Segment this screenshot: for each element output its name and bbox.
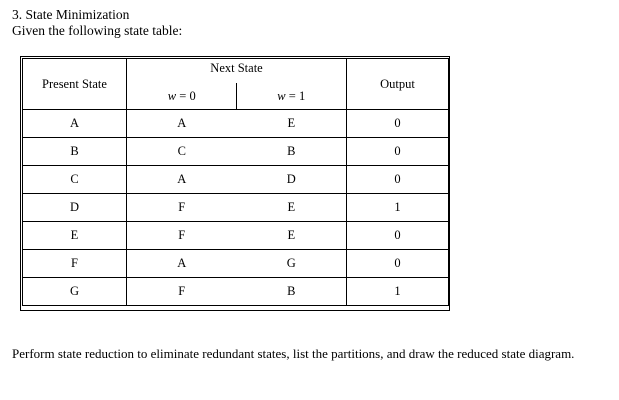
cell-next-w0: F <box>127 222 237 250</box>
question-intro: Given the following state table: <box>12 23 183 38</box>
table-row <box>23 222 449 250</box>
cell-next-w1: D <box>237 166 347 194</box>
cell-next-w1: G <box>237 250 347 278</box>
cell-next-w1: E <box>237 222 347 250</box>
cell-next-w0: F <box>127 278 237 306</box>
cell-output: 0 <box>347 222 449 250</box>
question-title: 3. State Minimization <box>12 7 130 22</box>
table-row <box>23 194 449 222</box>
header-w0-var: w <box>167 88 177 103</box>
cell-output: 0 <box>347 166 449 194</box>
cell-next-w0: F <box>127 194 237 222</box>
cell-next-w1: E <box>237 110 347 138</box>
cell-output: 1 <box>347 194 449 222</box>
cell-present: A <box>23 110 127 138</box>
cell-next-w1: B <box>237 278 347 306</box>
cell-next-w0: A <box>127 166 237 194</box>
cell-next-w0: A <box>127 110 237 138</box>
header-present-state: Present State <box>23 59 127 110</box>
cell-present: B <box>23 138 127 166</box>
header-w0-eq: = 0 <box>176 88 196 103</box>
cell-output: 0 <box>347 110 449 138</box>
cell-present: F <box>23 250 127 278</box>
table-row <box>23 166 449 194</box>
header-next-state: Next State <box>127 59 347 84</box>
table-row <box>23 278 449 306</box>
cell-output: 1 <box>347 278 449 306</box>
question-instruction: Perform state reduction to eliminate redundant states, list the partitions, and draw the reduced state diagram. <box>12 346 575 361</box>
cell-present: C <box>23 166 127 194</box>
next-state-subheader-divider <box>236 83 237 109</box>
table-row <box>23 138 449 166</box>
cell-present: G <box>23 278 127 306</box>
cell-present: E <box>23 222 127 250</box>
cell-next-w0: A <box>127 250 237 278</box>
header-w0 <box>127 84 237 110</box>
header-output: Output <box>347 59 449 110</box>
cell-present: D <box>23 194 127 222</box>
table-row <box>23 250 449 278</box>
cell-next-w0: C <box>127 138 237 166</box>
header-w1 <box>237 84 347 110</box>
cell-next-w1: E <box>237 194 347 222</box>
cell-output: 0 <box>347 250 449 278</box>
cell-output: 0 <box>347 138 449 166</box>
header-w1-eq: = 1 <box>285 88 306 103</box>
table-row <box>23 110 449 138</box>
header-w1-var: w <box>277 88 286 103</box>
cell-next-w1: B <box>237 138 347 166</box>
